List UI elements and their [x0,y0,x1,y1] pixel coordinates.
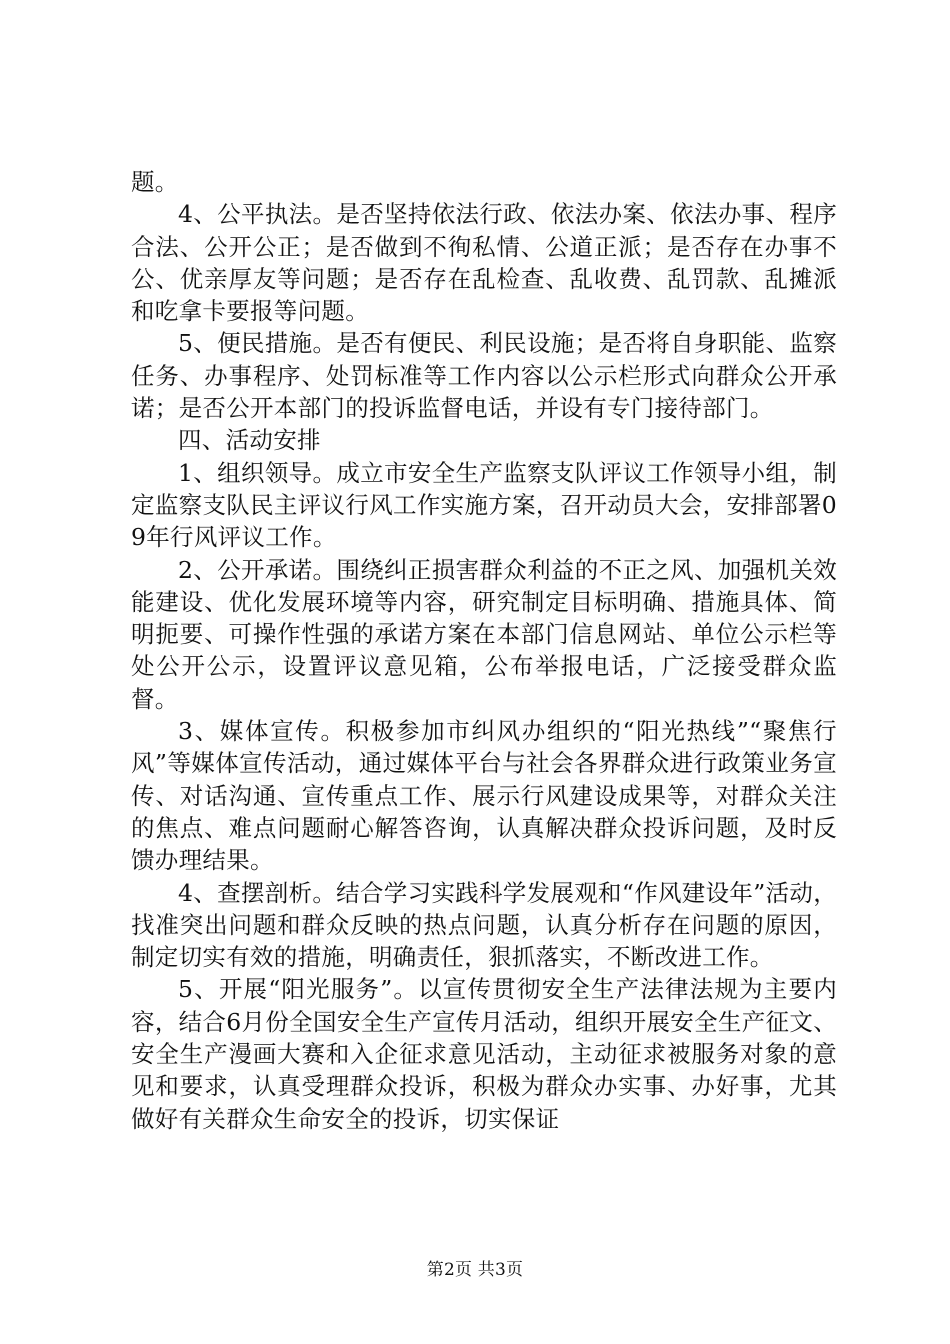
section-heading: 四、活动安排 [178,426,321,455]
paragraph-3: 5、便民措施。是否有便民、利民设施；是否将自身职能、监察任务、办事程序、处罚标准等工作内容以公示栏形式向群众公开承诺；是否公开本部门的投诉监督电话，并设有专门接待部门。 [131,329,837,423]
paragraph-7: 3、媒体宣传。积极参加市纠风办组织的“阳光热线”“聚焦行风”等媒体宣传活动，通过媒体平台与社会各界群众进行政策业务宣传、对话沟通、宣传重点工作、展示行风建设成果等，对群众关注的焦点、难点问题耐心解答咨询，认真解决群众投诉问题，及时反馈办理结果。 [131,717,837,875]
paragraph-9: 5、开展“阳光服务”。以宣传贯彻安全生产法律法规为主要内容，结合6月份全国安全生产宣传月活动，组织开展安全生产征文、安全生产漫画大赛和入企征求意见活动，主动征求被服务对象的意见和要求，认真受理群众投诉，积极为群众办实事、办好事，尤其做好有关群众生命安全的投诉，切实保证 [131,975,837,1133]
page-number-footer: 第2页 共3页 [426,1260,524,1280]
paragraph-2: 4、公平执法。是否坚持依法行政、依法办案、依法办事、程序合法、公开公正；是否做到不徇私情、公道正派；是否存在办事不公、优亲厚友等问题；是否存在乱检查、乱收费、乱罚款、乱摊派和吃拿卡要报等问题。 [131,200,837,326]
paragraph-1: 题。 [131,168,179,196]
document-body [131,166,837,1135]
paragraph-8: 4、查摆剖析。结合学习实践科学发展观和“作风建设年”活动，找准突出问题和群众反映的热点问题，认真分析存在问题的原因，制定切实有效的措施，明确责任，狠抓落实，不断改进工作。 [131,878,837,972]
paragraph-5: 1、组织领导。成立市安全生产监察支队评议工作领导小组，制定监察支队民主评议行风工作实施方案，召开动员大会，安排部署09年行风评议工作。 [131,458,837,552]
paragraph-6: 2、公开承诺。围绕纠正损害群众利益的不正之风、加强机关效能建设、优化发展环境等内容，研究制定目标明确、措施具体、简明扼要、可操作性强的承诺方案在本部门信息网站、单位公示栏等处公开公示，设置评议意见箱，公布举报电话，广泛接受群众监督。 [131,555,837,713]
